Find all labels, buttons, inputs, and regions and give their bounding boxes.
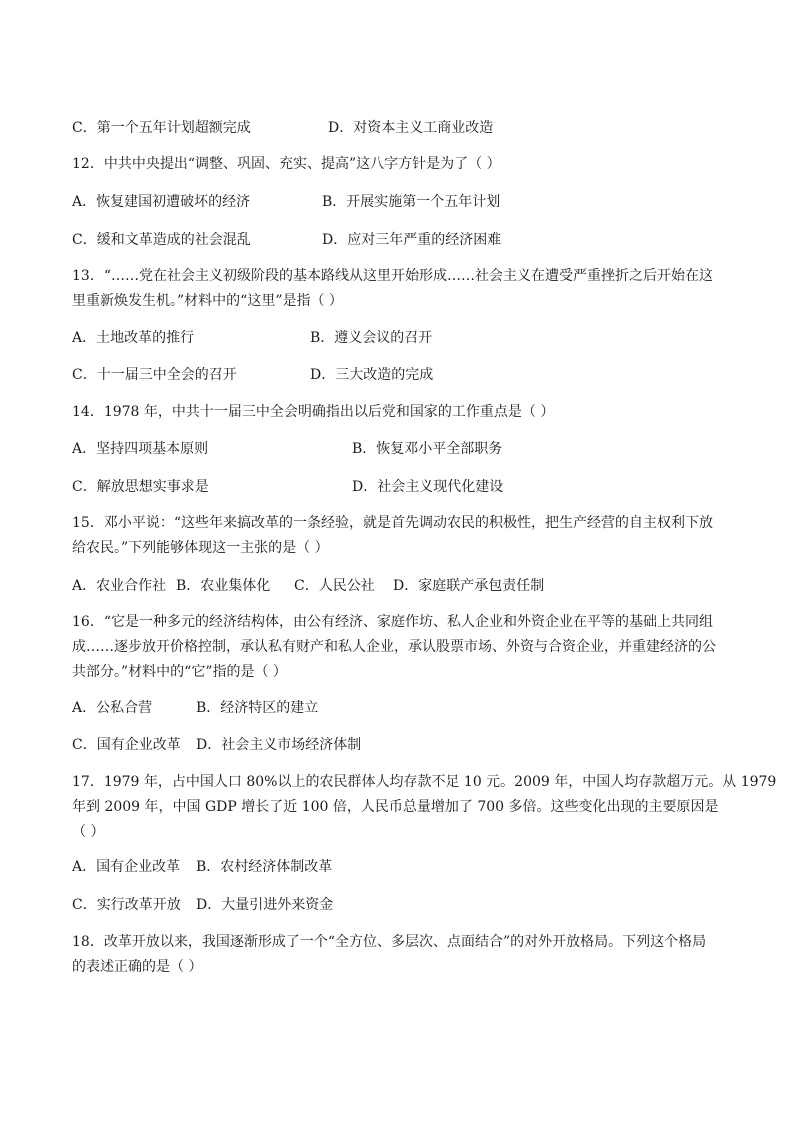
q13-option-b: B．遵义会议的召开 — [310, 330, 433, 346]
q16-stem-line-2: 成……逐步放开价格控制，承认私有财产和私人企业，承认股票市场、外资与合资企业，并重建经济的公 — [72, 639, 716, 655]
q11-option-d: D．对资本主义工商业改造 — [328, 120, 494, 136]
q16-option-a: A．公私合营 — [72, 700, 153, 716]
q13-option-d: D．三大改造的完成 — [310, 367, 434, 383]
q15-option-c: C．人民公社 — [294, 578, 375, 594]
q14-option-a: A．坚持四项基本原则 — [72, 441, 209, 457]
q15-option-a: A．农业合作社 — [72, 578, 167, 594]
q17-stem-line-2: 年到 2009 年，中国 GDP 增长了近 100 倍，人民币总量增加了 700 多倍。这些变化出现的主要原因是 — [72, 799, 719, 815]
q17-stem-line-3: （ ） — [72, 824, 105, 840]
q17-option-c: C．实行改革开放 — [72, 897, 181, 913]
q11-option-c: C．第一个五年计划超额完成 — [72, 120, 251, 136]
q17-option-a: A．国有企业改革 — [72, 859, 181, 875]
q16-option-b: B．经济特区的建立 — [196, 700, 319, 716]
q12-option-a: A．恢复建国初遭破坏的经济 — [72, 194, 251, 210]
q16-stem-line-3: 共部分。”材料中的“它”指的是（ ） — [72, 664, 287, 680]
q16-option-c: C．国有企业改革 — [72, 737, 181, 753]
q17-stem-line-1: 17．1979 年，占中国人口 80%以上的农民群体人均存款不足 10 元。2009 年，中国人均存款超万元。从 1979 — [72, 774, 777, 790]
q12-option-d: D．应对三年严重的经济困难 — [322, 232, 502, 248]
q18-stem-line-2: 的表述正确的是（ ） — [72, 959, 203, 975]
q15-option-d: D．家庭联产承包责任制 — [393, 578, 545, 594]
q14-option-c: C．解放思想实事求是 — [72, 479, 209, 495]
q15-option-b: B．农业集体化 — [176, 578, 271, 594]
q13-stem-line-2: 里重新焕发生机。”材料中的“这里”是指（ ） — [72, 293, 343, 309]
q14-option-d: D．社会主义现代化建设 — [352, 479, 504, 495]
q12-option-b: B．开展实施第一个五年计划 — [322, 194, 501, 210]
q18-stem-line-1: 18．改革开放以来，我国逐渐形成了一个“全方位、多层次、点面结合”的对外开放格局。下列这个格局 — [72, 934, 707, 950]
q12-option-c: C．缓和文革造成的社会混乱 — [72, 232, 251, 248]
q17-option-b: B．农村经济体制改革 — [196, 859, 333, 875]
q13-stem-line-1: 13．“……党在社会主义初级阶段的基本路线从这里开始形成……社会主义在遭受严重挫折之后开始在这 — [72, 268, 713, 284]
q12-stem: 12．中共中央提出“调整、巩固、充实、提高”这八字方针是为了（ ） — [72, 156, 501, 172]
q16-stem-line-1: 16．“它是一种多元的经济结构体，由公有经济、家庭作坊、私人企业和外资企业在平等的基础上共同组 — [72, 614, 713, 630]
q14-stem: 14．1978 年，中共十一届三中全会明确指出以后党和国家的工作重点是（ ） — [72, 404, 555, 420]
q14-option-b: B．恢复邓小平全部职务 — [352, 441, 503, 457]
q17-option-d: D．大量引进外来资金 — [196, 897, 334, 913]
q15-stem-line-1: 15．邓小平说：“这些年来搞改革的一条经验，就是首先调动农民的积极性，把生产经营的自主权利下放 — [72, 515, 713, 531]
q13-option-a: A．土地改革的推行 — [72, 330, 195, 346]
q15-stem-line-2: 给农民。”下列能够体现这一主张的是（ ） — [72, 540, 329, 556]
q16-option-d: D．社会主义市场经济体制 — [196, 737, 362, 753]
q13-option-c: C．十一届三中全会的召开 — [72, 367, 237, 383]
